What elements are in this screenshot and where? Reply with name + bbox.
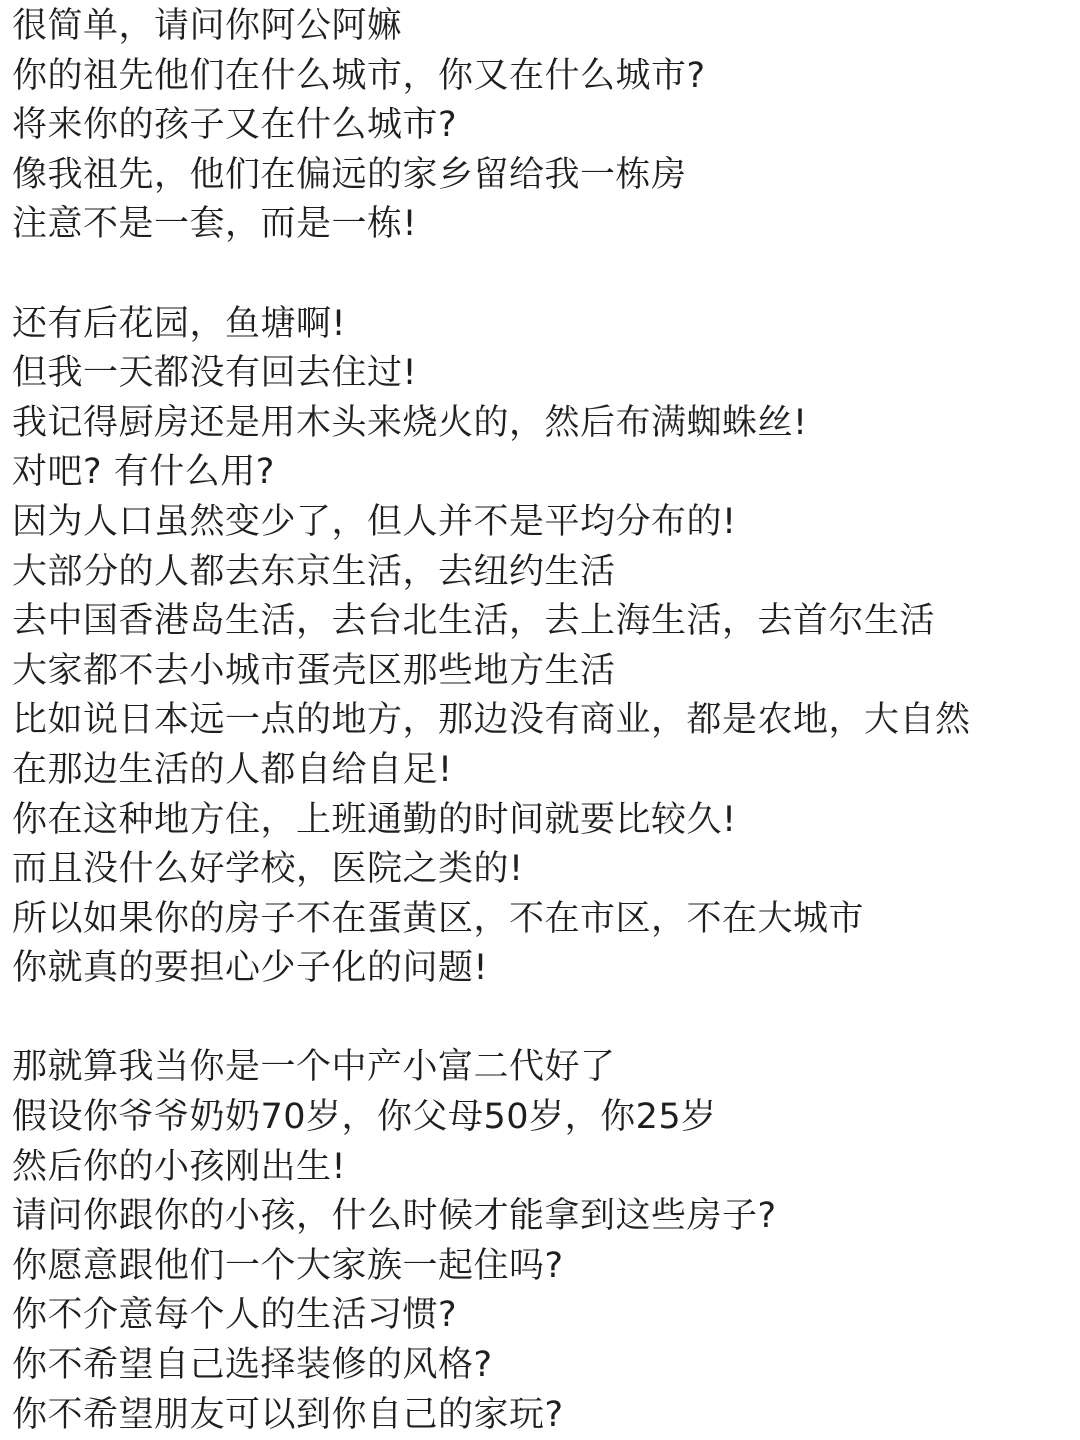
paragraph-gap xyxy=(12,994,1072,1044)
text-line: 你就真的要担心少子化的问题! xyxy=(12,948,489,989)
text-line: 很简单，请问你阿公阿嫲 xyxy=(12,6,403,46)
paragraph-2 xyxy=(12,300,1072,994)
text-line: 你的祖先他们在什么城市，你又在什么城市? xyxy=(12,55,706,96)
text-line: 大部分的人都去东京生活，去纽约生活 xyxy=(12,551,616,592)
text-line: 然后你的小孩刚出生! xyxy=(12,1146,347,1187)
text-line: 你愿意跟他们一个大家族一起住吗? xyxy=(12,1245,564,1286)
text-line: 比如说日本远一点的地方，那边没有商业，都是农地，大自然 xyxy=(12,700,971,741)
text-line: 你在这种地方住，上班通勤的时间就要比较久! xyxy=(12,799,737,840)
text-line: 你不介意每个人的生活习惯? xyxy=(12,1295,458,1336)
text-line: 像我祖先，他们在偏远的家乡留给我一栋房 xyxy=(12,154,687,195)
text-line: 注意不是一套，而是一栋! xyxy=(12,204,418,245)
text-line: 假设你爷爷奶奶70岁，你父母50岁，你25岁 xyxy=(12,1097,717,1138)
text-line: 你不希望自己选择装修的风格? xyxy=(12,1345,493,1386)
text-line: 你不希望朋友可以到你自己的家玩? xyxy=(12,1394,564,1435)
text-line: 因为人口虽然变少了，但人并不是平均分布的! xyxy=(12,501,737,542)
text-line: 请问你跟你的小孩，什么时候才能拿到这些房子? xyxy=(12,1196,777,1237)
text-line: 将来你的孩子又在什么城市? xyxy=(12,105,458,146)
text-line: 那就算我当你是一个中产小富二代好了 xyxy=(12,1047,616,1088)
paragraph-3 xyxy=(12,1043,1072,1440)
text-line: 去中国香港岛生活，去台北生活，去上海生活，去首尔生活 xyxy=(12,601,936,642)
note-text xyxy=(12,2,1072,1440)
text-line: 在那边生活的人都自给自足! xyxy=(12,749,453,790)
text-line: 还有后花园，鱼塘啊! xyxy=(12,303,347,344)
text-line: 大家都不去小城市蛋壳区那些地方生活 xyxy=(12,650,616,691)
paragraph-1 xyxy=(12,2,1072,250)
text-line: 但我一天都没有回去住过! xyxy=(12,353,418,394)
text-line: 我记得厨房还是用木头来烧火的，然后布满蜘蛛丝! xyxy=(12,402,808,443)
text-line: 所以如果你的房子不在蛋黄区，不在市区，不在大城市 xyxy=(12,898,865,939)
text-line: 而且没什么好学校，医院之类的! xyxy=(12,849,524,890)
paragraph-gap xyxy=(12,250,1072,300)
text-line: 对吧? 有什么用? xyxy=(12,452,275,493)
